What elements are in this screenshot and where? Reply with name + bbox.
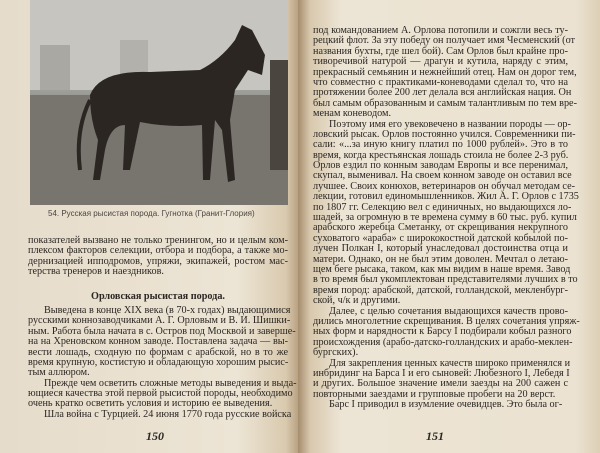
text-line: время пород: арабской, датской, голландской, мекленбург- [313,284,568,296]
text-line: в то время был укомплектован представителями лучших в то [313,274,578,286]
text-line: тым аллюром. [28,367,90,379]
text-line: показателей вызвано не только тренингом, но и целым ком- [28,235,288,246]
text-line: инбридинг на Барса I и его сыновей: Любезного I, Лебедя I [313,367,570,379]
left-page [0,0,298,453]
text-line: суховатого «араба» с ширококостной датской кобылой по- [313,232,568,244]
text-line: прекрасный семьянин и нежнейший отец. Нам он дорог тем, [313,66,577,78]
paragraph [28,304,296,379]
text-line: плексом факторов селекции, отбора и подбора, а также мо- [28,245,288,257]
text-line: Для закрепления ценных качеств широко применялся и [329,357,571,369]
page-number: 151 [426,429,444,443]
horse-illustration [30,0,288,205]
paragraph [28,377,297,410]
text-line: бургских). [313,347,359,359]
text-line: ных форм и нарядности к Барсу I подбирали кобыл разного [313,326,572,338]
text-line: Выведена в конце XIX века (в 70-х годах) выдающимися [44,304,291,316]
text-line: тиворечивой натурой — драгун и кутила, наряду с этим, [313,56,568,68]
text-line: Орлов ездил по конным заводам Европы и все перенимал, [313,160,568,172]
text-line: лучен Полкан I, который унаследовал достоинства отца и [313,243,568,255]
text-line: арабского жеребца Сметанку, от скрещивания некрупного [313,222,568,234]
page-number: 150 [146,429,164,443]
text-line: очень кратко осветить условия и историю ее выведения. [28,398,273,410]
section-heading: Орловская рысистая порода. [91,290,225,302]
text-line: повторными заездами и групповые пробеги на 20 верст. [313,388,556,400]
text-line: русскими коннозаводчиками А. Г. Орловым и В. И. Шишки- [28,315,291,327]
text-line: протяжении более 200 лет делала вся английская нация. Он [313,87,572,99]
text-line: происхождения (арабо-датско-голландских и арабо-меклен- [313,336,573,348]
text-line: вести лошадь, сходную по формам с арабской, но в то же [28,346,288,358]
text-line: шадей, за огромную в те времена сумму в 60 тыс. руб. купил [313,212,577,224]
text-line: менам коневодом. [313,108,392,120]
text-line: сали: «...за иную книгу платил по 1000 рублей». Это в то [313,139,568,151]
right-text-body [313,25,580,411]
text-line: ловский рысак. Орлов постоянно учился. Современники пи- [313,128,576,140]
horse-photo [30,0,288,205]
right-page [298,0,600,453]
text-line: скупал, выменивал. На своем конном заводе он оставил все [313,170,572,182]
text-line: время крупную, костистую и обладающую хорошим рысис- [28,356,289,368]
text-line: и других. Большое значение имели заезды на 200 сажен с [313,378,568,390]
text-line: Поэтому имя его увековечено в названии породы — ор- [329,118,571,130]
text-line: по 1807 гг. Селекцию вел с единичных, но выдающихся ло- [313,201,572,213]
text-line: Барс I приводил в изумление очевидцев. Это была ог- [329,399,563,411]
paragraph [313,400,568,410]
text-line: названия бухты, где шел бой). Сам Орлов был крайне про- [313,45,568,57]
paragraph [28,236,288,278]
text-line: был самым образованным и самым талантливым по тем вре- [313,97,577,109]
paragraph [28,408,292,420]
text-line: Далее, с целью сочетания выдающихся качеств прово- [329,305,568,317]
text-line: под командованием А. Орлова потопили и сожгли весь ту- [313,25,568,36]
text-line: рецкий флот. За эту победу он получает имя Чесменский (от [313,35,575,47]
text-line: ющиеся качества этой первой рысистой породы, необходимо [28,388,293,400]
paragraph [313,305,580,359]
paragraph [313,357,571,401]
figure-caption: 54. Русская рысистая порода. Гугнотка (Гранит-Глория) [48,209,255,218]
text-line: что совместно с практиками-коневодами сделал то, что на [313,76,568,88]
left-text-body [28,235,297,420]
text-line: щем беге рысака, таком, как мы видим в наше время. Завод [313,263,571,275]
text-line: терства тренеров и наездников. [28,266,164,278]
text-line: ской, ч/к и другими. [313,295,401,307]
text-line: лучшее. Своих конюхов, ветеринаров он обучал методам се- [313,180,575,192]
text-line: дернизацией ипподромов, упряжи, экипажей, ростом мас- [28,255,288,267]
text-line: Прежде чем осветить сложные методы выведения и выда- [44,377,297,389]
text-line: лекции, готовил единомышленников. Жил А. Г. Орлов с 1735 [313,191,579,203]
text-line: Шла война с Турцией. 24 июня 1770 года русские войска [44,408,292,420]
paragraph [313,118,579,307]
text-line: матери. Однако, он не был этим доволен. Мечтал о летаю- [313,253,568,265]
text-line: дились многолетние скрещивания. В целях сочетания упряж- [313,315,580,327]
paragraph [313,25,577,120]
text-line: время, когда крестьянская лошадь стоила не более 2-3 руб. [313,149,569,161]
text-line: на на Хреновском конном заводе. Поставлена задача — вы- [28,336,288,348]
text-line: ным. Работа была начата в с. Остров под Москвой и заверше- [28,325,296,337]
